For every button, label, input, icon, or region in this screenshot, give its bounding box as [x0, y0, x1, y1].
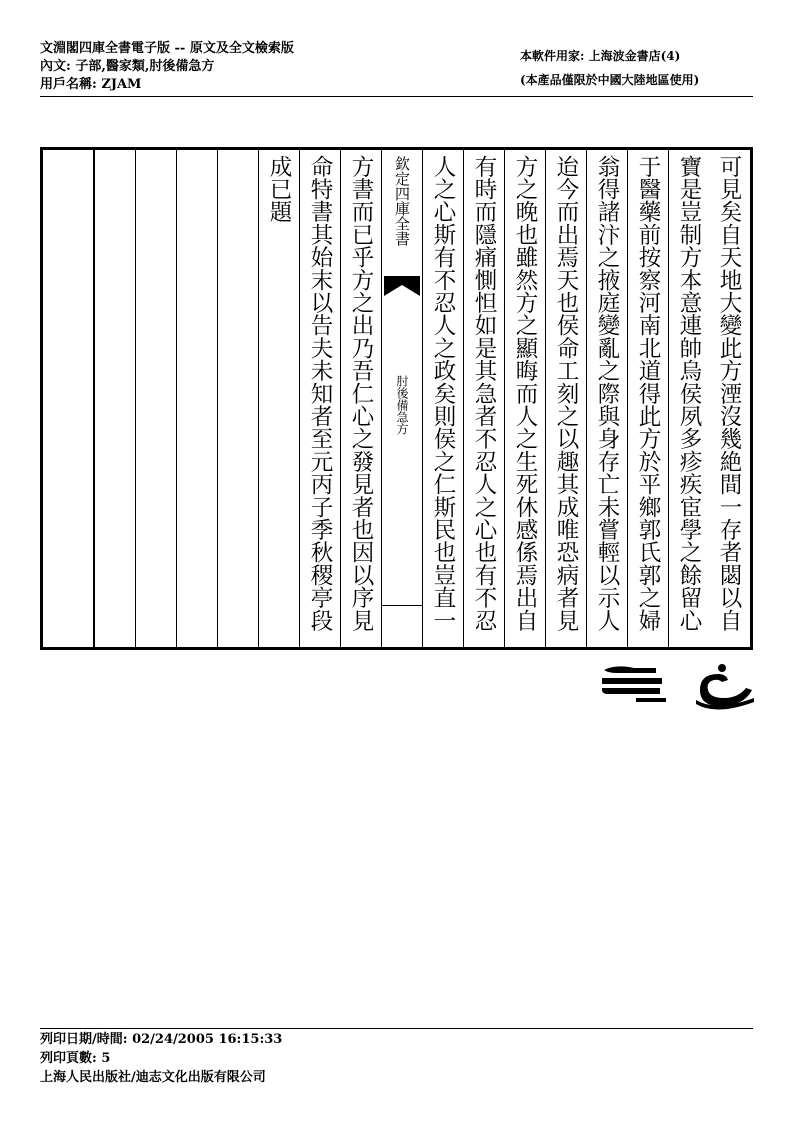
header-licensee: 本軟件用家: 上海波金書店(4)	[520, 49, 681, 63]
publisher-credit: 上海人民出版社/迪志文化出版有限公司	[40, 1070, 266, 1085]
text-column-6: 方之晚也雖然方之顯晦而人之生死休感係焉出自	[504, 150, 545, 647]
print-datetime: 列印日期/時間: 02/24/2005 16:15:33	[40, 1032, 283, 1047]
text-column-8: 人之心斯有不忍人之政矣則侯之仁斯民也豈直一	[422, 150, 463, 647]
fish-tail-mark	[384, 276, 420, 296]
logo-mark-left	[602, 666, 666, 702]
header-content-path: 內文: 子部,醫家類,肘後備急方	[40, 59, 215, 74]
logo-mark-right	[696, 664, 754, 710]
print-page-count: 列印頁數: 5	[40, 1051, 111, 1066]
header-divider	[40, 96, 753, 97]
margin-column	[381, 150, 422, 647]
text-column-13	[176, 150, 217, 647]
page-frame	[40, 147, 753, 650]
header-right	[520, 44, 699, 92]
header-left	[40, 40, 294, 94]
footer	[40, 1030, 282, 1087]
text-column-4: 翁得諸汴之掖庭變亂之際與身存亡未嘗輕以示人	[586, 150, 627, 647]
publisher-logo	[596, 660, 756, 710]
text-column-5: 迨今而出焉天也侯命工刻之以趣其成唯恐病者見	[545, 150, 586, 647]
header-edition-title: 文淵閣四庫全書電子版 -- 原文及全文檢索版	[40, 41, 294, 56]
text-column-16	[43, 150, 94, 647]
text-column-15	[94, 150, 135, 647]
text-column-1: 可見矣自天地大變此方湮沒幾絶間一存者閟以自	[716, 155, 742, 632]
header-user-name: 用戶名稱: ZJAM	[40, 77, 142, 92]
banxin-bottom-line	[382, 605, 422, 606]
text-column-12	[217, 150, 258, 647]
banxin-title: 欽定四庫全書	[393, 156, 411, 246]
text-column-3: 于醫藥前按察河南北道得此方於平鄉郭氏郭之婦	[627, 150, 668, 647]
footer-divider	[40, 1028, 753, 1029]
text-column-7: 有時而隱痛惻怛如是其急者不忍人之心也有不忍	[463, 150, 504, 647]
header-region-notice: (本產品僅限於中國大陸地區使用)	[520, 73, 700, 87]
banxin-subtitle: 肘後備急方	[395, 375, 409, 435]
text-column-10: 命特書其始末以告夫未知者至元丙子季秋稷亭段	[299, 150, 340, 647]
text-column-9: 方書而已乎方之出乃吾仁心之發見者也因以序見	[340, 150, 381, 647]
text-column-14	[135, 150, 176, 647]
text-column-2: 寶是豈制方本意連帥烏侯夙多疹疾宦學之餘留心	[668, 150, 709, 647]
text-column-11: 成已題	[258, 150, 299, 647]
